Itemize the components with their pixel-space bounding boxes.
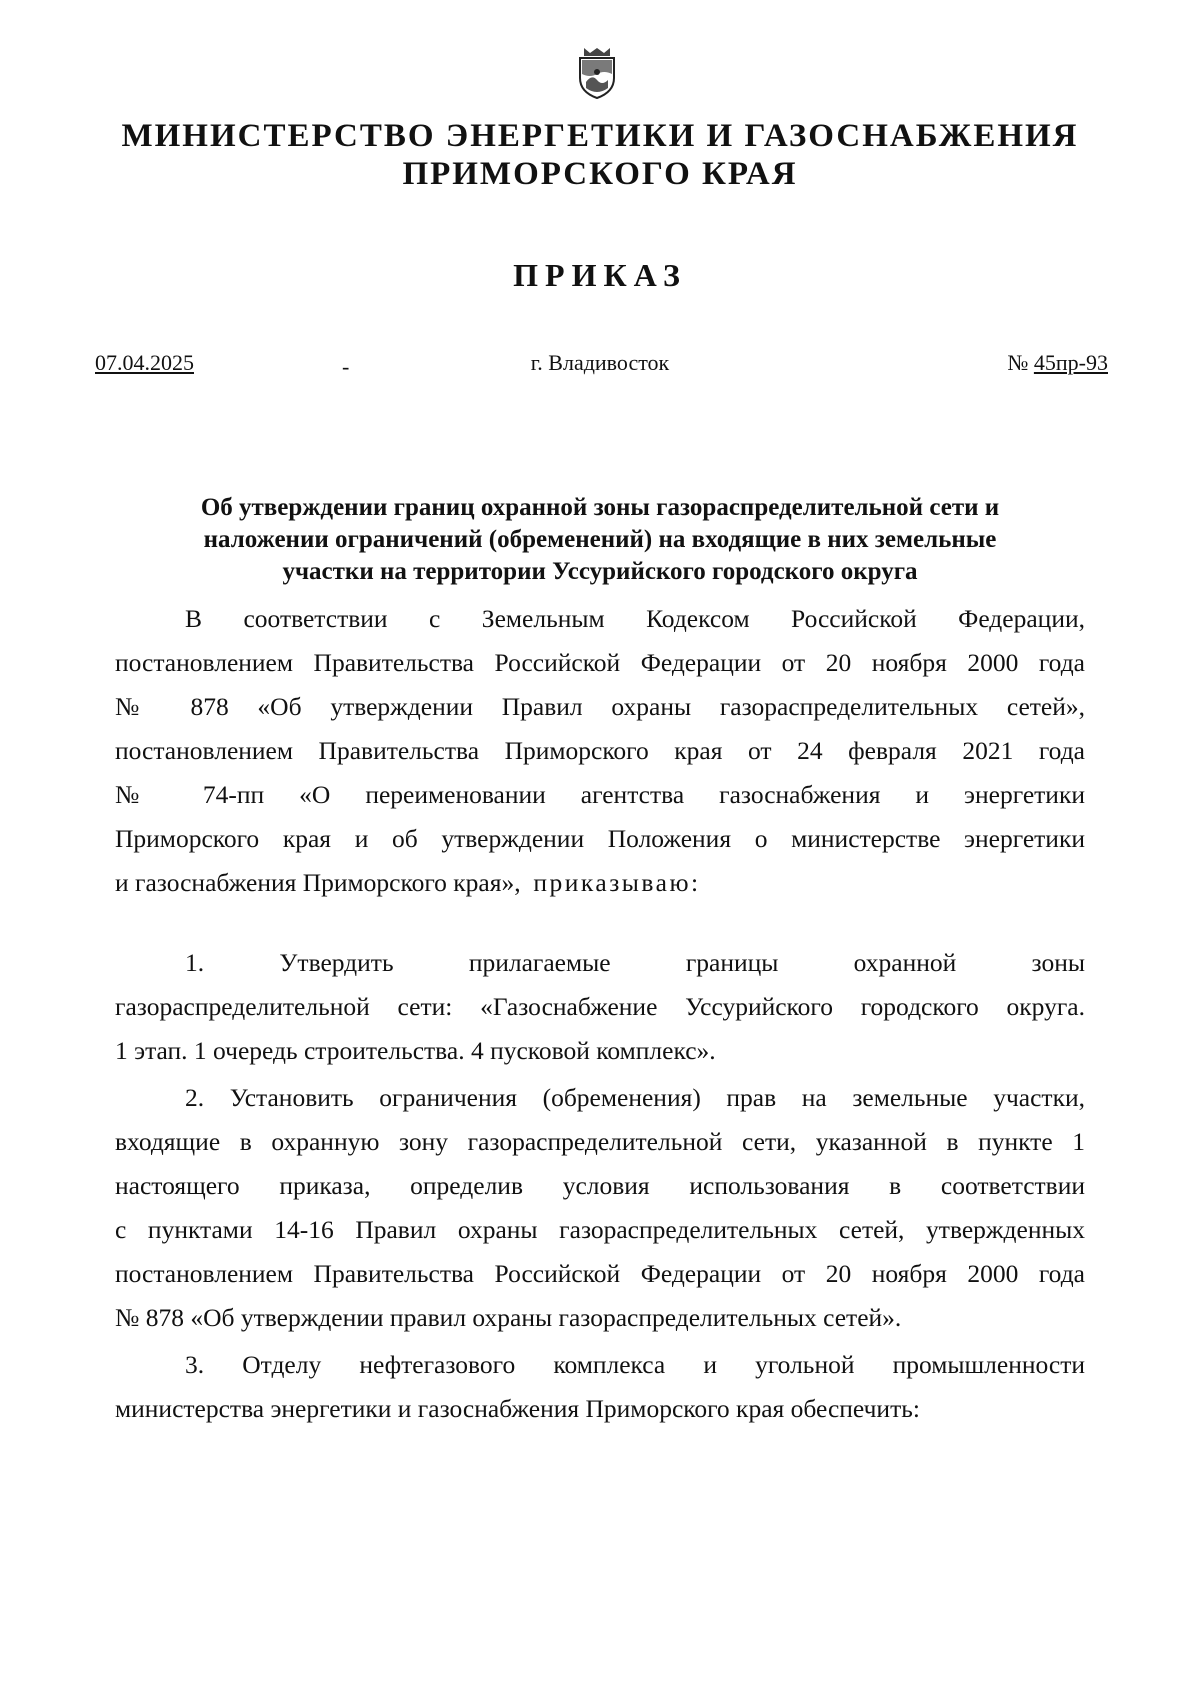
item2-line: 2. Установить ограничения (обременения) прав на земельные участки, <box>185 1083 1085 1112</box>
issue-city: г. Владивосток <box>530 350 670 375</box>
order-number-prefix: № <box>1007 350 1034 375</box>
item1-line: 1 этап. 1 очередь строительства. 4 пусковой комплекс». <box>115 1036 716 1065</box>
subject-line: наложении ограничений (обременений) на входящие в них земельные <box>203 526 997 553</box>
item1-line: газораспределительной сети: «Газоснабжение Уссурийского городского округа. <box>115 992 1085 1021</box>
ministry-name-line2: ПРИМОРСКОГО КРАЯ <box>402 156 798 192</box>
preamble-line: № 74-пп «О переименовании агентства газоснабжения и энергетики <box>115 780 1085 809</box>
date-separator: - <box>342 354 350 379</box>
item3-line: министерства энергетики и газоснабжения Приморского края обеспечить: <box>115 1394 920 1423</box>
item1-line: 1. Утвердить прилагаемые границы охранной зоны <box>185 948 1085 977</box>
order-word: приказываю: <box>533 868 701 897</box>
preamble-line-last <box>115 866 1085 900</box>
subject-line: участки на территории Уссурийского городского округа <box>282 558 918 585</box>
subject-line: Об утверждении границ охранной зоны газораспределительной сети и <box>200 494 1000 521</box>
preamble-line: Приморского края и об утверждении Положения о министерстве энергетики <box>115 824 1085 853</box>
preamble-line: постановлением Правительства Российской Федерации от 20 ноября 2000 года <box>115 648 1085 677</box>
preamble-text: и газоснабжения Приморского края», <box>115 868 521 897</box>
coat-of-arms-icon <box>574 44 620 100</box>
document-type: ПРИКАЗ <box>513 257 687 293</box>
order-subject <box>100 492 1100 588</box>
preamble-line: постановлением Правительства Приморского края от 24 февраля 2021 года <box>115 736 1085 765</box>
item2-line: с пунктами 14-16 Правил охраны газораспределительных сетей, утвержденных <box>115 1215 1085 1244</box>
item2-line: постановлением Правительства Российской Федерации от 20 ноября 2000 года <box>115 1259 1085 1288</box>
item2-line: № 878 «Об утверждении правил охраны газораспределительных сетей». <box>115 1303 902 1332</box>
preamble-line: В соответствии с Земельным Кодексом Российской Федерации, <box>185 604 1085 633</box>
order-number <box>1007 350 1108 376</box>
item2-line: настоящего приказа, определив условия использования в соответствии <box>115 1171 1085 1200</box>
order-number-value: 45пр-93 <box>1033 350 1108 375</box>
preamble-line: № 878 «Об утверждении Правил охраны газораспределительных сетей», <box>115 692 1085 721</box>
order-date: 07.04.2025 <box>95 350 194 375</box>
item3-line: 3. Отделу нефтегазового комплекса и угольной промышленности <box>185 1350 1085 1379</box>
ministry-name-line1: МИНИСТЕРСТВО ЭНЕРГЕТИКИ И ГАЗОСНАБЖЕНИЯ <box>121 118 1079 154</box>
item2-line: входящие в охранную зону газораспределительной сети, указанной в пункте 1 <box>115 1127 1085 1156</box>
